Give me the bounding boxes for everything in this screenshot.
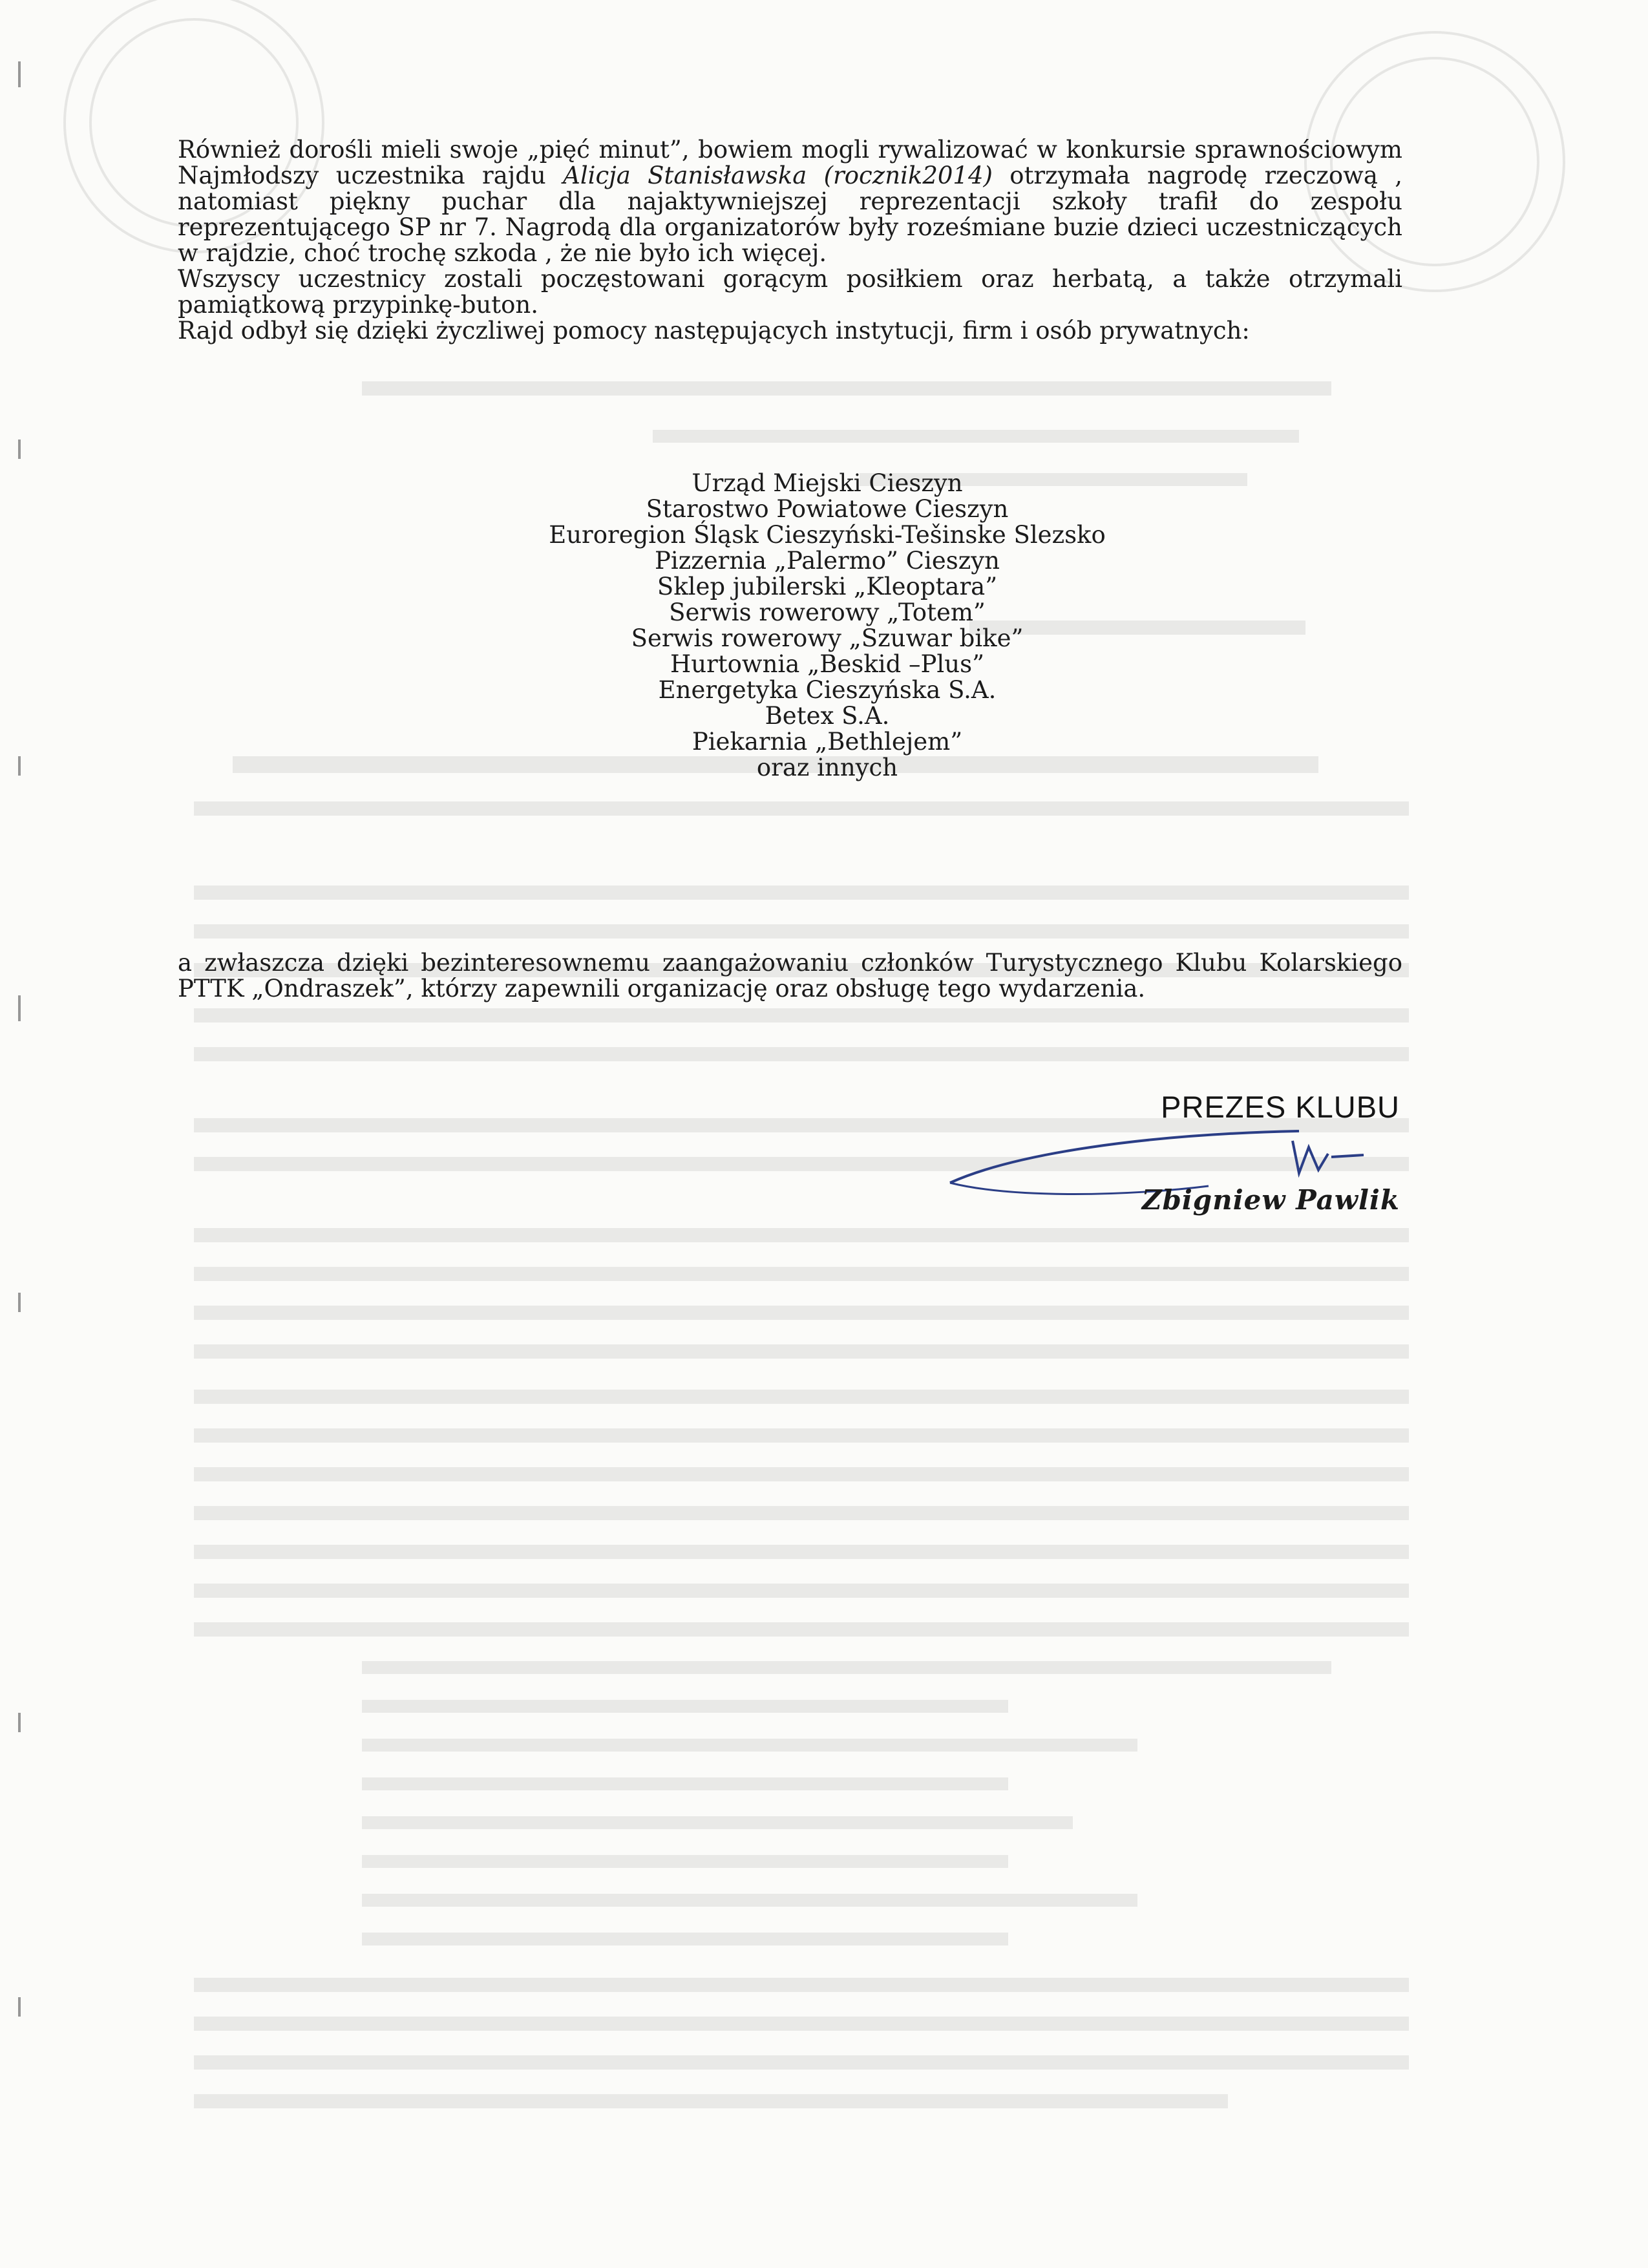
youngest-participant: Alicja Stanisławska (rocznik2014) xyxy=(563,162,993,189)
intro-paragraph-thanks: Rajd odbył się dzięki życzliwej pomocy następujących instytucji, firm i osób prywatnych: xyxy=(178,317,1250,344)
sponsor-item: Urząd Miejski Cieszyn xyxy=(692,469,963,497)
intro-text-part-2: otrzymała nagrodę rzeczową , natomiast piękny puchar dla najaktywniejszej reprezentacji szkoły trafił do zespołu reprezentującego SP nr 7. Nagrodą dla organizatorów były roześmiane buzie dzieci uczestniczących w rajdzie, choć trochę szkoda , że nie było ich więcej. xyxy=(178,162,1403,267)
sponsor-item: oraz innych xyxy=(756,754,898,781)
signature-title: PREZES KLUBU xyxy=(1161,1090,1400,1124)
sponsor-list xyxy=(336,471,1318,781)
sponsor-item: Serwis rowerowy „Szuwar bike” xyxy=(631,624,1024,652)
sponsor-item: Starostwo Powiatowe Cieszyn xyxy=(646,495,1009,523)
sponsor-item: Betex S.A. xyxy=(765,702,890,730)
closing-text xyxy=(178,950,1402,1002)
sponsor-item: Pizzernia „Palermo” Cieszyn xyxy=(655,547,1000,575)
sponsor-item: Serwis rowerowy „Totem” xyxy=(669,599,986,626)
sponsor-item: Energetyka Cieszyńska S.A. xyxy=(658,676,997,704)
intro-paragraph-awards xyxy=(178,137,1402,266)
sponsor-item: Sklep jubilerski „Kleoptara” xyxy=(657,573,998,600)
sponsor-item: Piekarnia „Bethlejem” xyxy=(692,728,963,756)
closing-paragraph: a zwłaszcza dzięki bezinteresownemu zaangażowaniu członków Turystycznego Klubu Kolarskiego PTTK „Ondraszek”, którzy zapewnili organizację oraz obsługę tego wydarzenia. xyxy=(178,949,1402,1002)
sponsor-item: Hurtownia „Beskid –Plus” xyxy=(670,650,984,678)
sponsor-item: Euroregion Śląsk Cieszyński-Tešinske Slezsko xyxy=(549,521,1106,549)
signature-name: Zbigniew Pawlik xyxy=(1141,1184,1400,1216)
intro-text xyxy=(178,137,1402,344)
intro-paragraph-meal: Wszyscy uczestnicy zostali poczęstowani gorącym posiłkiem oraz herbatą, a także otrzymali pamiątkową przypinkę-buton. xyxy=(178,265,1402,319)
intro-text-part-1: Również dorośli mieli swoje „pięć minut”, bowiem mogli rywalizować w konkursie sprawnościowym Najmłodszy uczestnika rajdu xyxy=(178,136,1402,189)
